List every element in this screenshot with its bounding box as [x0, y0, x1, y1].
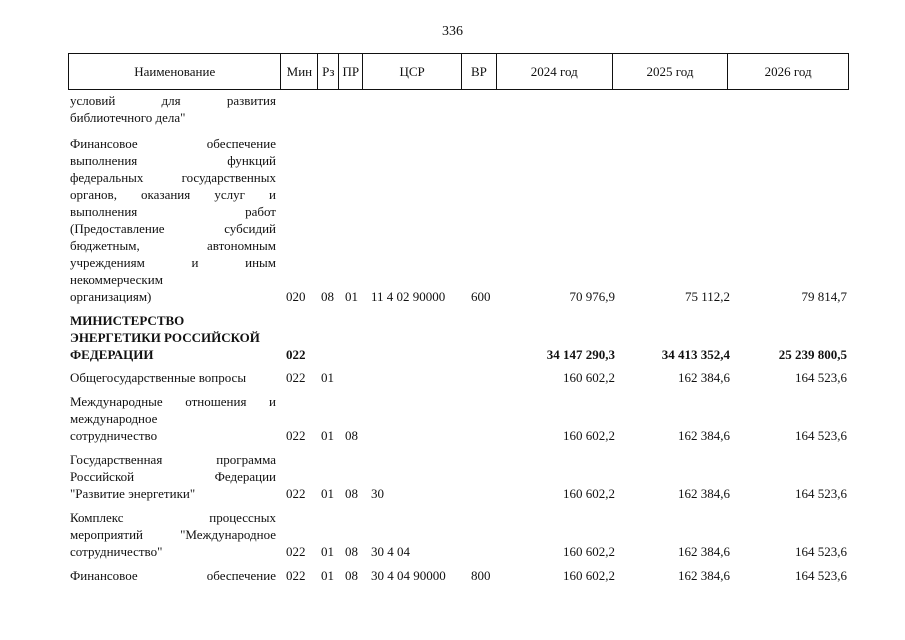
row-name-line: ФЕДЕРАЦИИ [70, 347, 154, 362]
header-csr: ЦСР [363, 54, 462, 89]
row-name-line: учреждениям и иным [70, 255, 276, 270]
cell-csr: 11 4 02 90000 [371, 289, 446, 304]
cell-2025: 162 384,6 [678, 428, 730, 443]
row-name [70, 312, 276, 363]
cell-min: 022 [286, 347, 306, 362]
cell-pr: 08 [345, 486, 358, 501]
cell-min: 022 [286, 370, 306, 385]
cell-min: 022 [286, 486, 306, 501]
row-name-line: Государственная программа [70, 452, 276, 467]
row-name-line: Финансовое обеспечение [70, 136, 276, 151]
row-name-line: Финансовое обеспечение [70, 568, 276, 583]
row-name-line: библиотечного дела" [70, 110, 186, 125]
cell-csr: 30 [371, 486, 384, 501]
row-name-line: международное [70, 411, 158, 426]
cell-2026: 164 523,6 [795, 370, 847, 385]
row-name [70, 509, 276, 560]
header-vr: ВР [462, 54, 497, 89]
row-name-line: некоммерческим [70, 272, 163, 287]
header-rz: Рз [318, 54, 339, 89]
header-2025: 2025 год [613, 54, 729, 89]
header-name: Наименование [69, 54, 281, 89]
page-number: 336 [442, 24, 463, 39]
cell-2026: 164 523,6 [795, 428, 847, 443]
table-header [68, 53, 849, 90]
header-pr: ПР [339, 54, 363, 89]
row-name-line: федеральных государственных [70, 170, 276, 185]
cell-2025: 162 384,6 [678, 544, 730, 559]
row-name-line: органов, оказания услуг и [70, 187, 276, 202]
row-name-line: Международные отношения и [70, 394, 276, 409]
row-name-line: МИНИСТЕРСТВО [70, 313, 185, 328]
row-name-line: "Развитие энергетики" [70, 486, 196, 501]
cell-2026: 164 523,6 [795, 568, 847, 583]
cell-pr: 01 [345, 289, 358, 304]
cell-rz: 01 [321, 544, 334, 559]
row-name [70, 451, 276, 502]
cell-2025: 162 384,6 [678, 486, 730, 501]
row-name-line: сотрудничество [70, 428, 158, 443]
cell-pr: 08 [345, 544, 358, 559]
cell-csr: 30 4 04 [371, 544, 410, 559]
cell-2024: 160 602,2 [563, 370, 615, 385]
row-name-line: Российской Федерации [70, 469, 276, 484]
cell-2024: 160 602,2 [563, 544, 615, 559]
row-name-line: мероприятий "Международное [70, 527, 276, 542]
header-2026: 2026 год [764, 63, 812, 79]
row-name-line: (Предоставление субсидий [70, 221, 276, 236]
header-2024: 2024 год [497, 54, 613, 89]
cell-2024: 70 976,9 [569, 289, 615, 304]
cell-pr: 08 [345, 428, 358, 443]
cell-rz: 01 [321, 370, 334, 385]
header-min: Мин [281, 54, 318, 89]
cell-rz: 01 [321, 486, 334, 501]
cell-2024: 160 602,2 [563, 428, 615, 443]
cell-min: 022 [286, 428, 306, 443]
cell-2025: 75 112,2 [684, 289, 730, 304]
cell-2026: 79 814,7 [801, 289, 847, 304]
cell-rz: 01 [321, 568, 334, 583]
row-name [70, 135, 276, 305]
cell-vr: 600 [471, 289, 491, 304]
cell-2025: 162 384,6 [678, 568, 730, 583]
cell-2025: 34 413 352,4 [661, 347, 730, 362]
cell-vr: 800 [471, 568, 491, 583]
cell-rz: 01 [321, 428, 334, 443]
cell-min: 022 [286, 568, 306, 583]
row-name [70, 92, 276, 126]
row-name-line: Общегосударственные вопросы [70, 370, 247, 385]
row-name-line: бюджетным, автономным [70, 238, 276, 253]
cell-2026: 164 523,6 [795, 486, 847, 501]
cell-min: 020 [286, 289, 306, 304]
row-name-line: сотрудничество" [70, 544, 163, 559]
row-name [70, 567, 276, 584]
row-name-line: условий для развития [70, 93, 276, 108]
row-name [70, 369, 276, 386]
cell-2024: 160 602,2 [563, 568, 615, 583]
cell-rz: 08 [321, 289, 334, 304]
row-name [70, 393, 276, 444]
cell-pr: 08 [345, 568, 358, 583]
row-name-line: выполнения функций [70, 153, 276, 168]
row-name-line: выполнения работ [70, 204, 276, 219]
row-name-line: организациям) [70, 289, 152, 304]
row-name-line: ЭНЕРГЕТИКИ РОССИЙСКОЙ [70, 330, 260, 345]
cell-min: 022 [286, 544, 306, 559]
cell-2024: 34 147 290,3 [546, 347, 615, 362]
row-name-line: Комплекс процессных [70, 510, 276, 525]
cell-2026: 25 239 800,5 [778, 347, 847, 362]
cell-2026: 164 523,6 [795, 544, 847, 559]
cell-2025: 162 384,6 [678, 370, 730, 385]
cell-2024: 160 602,2 [563, 486, 615, 501]
cell-csr: 30 4 04 90000 [371, 568, 446, 583]
